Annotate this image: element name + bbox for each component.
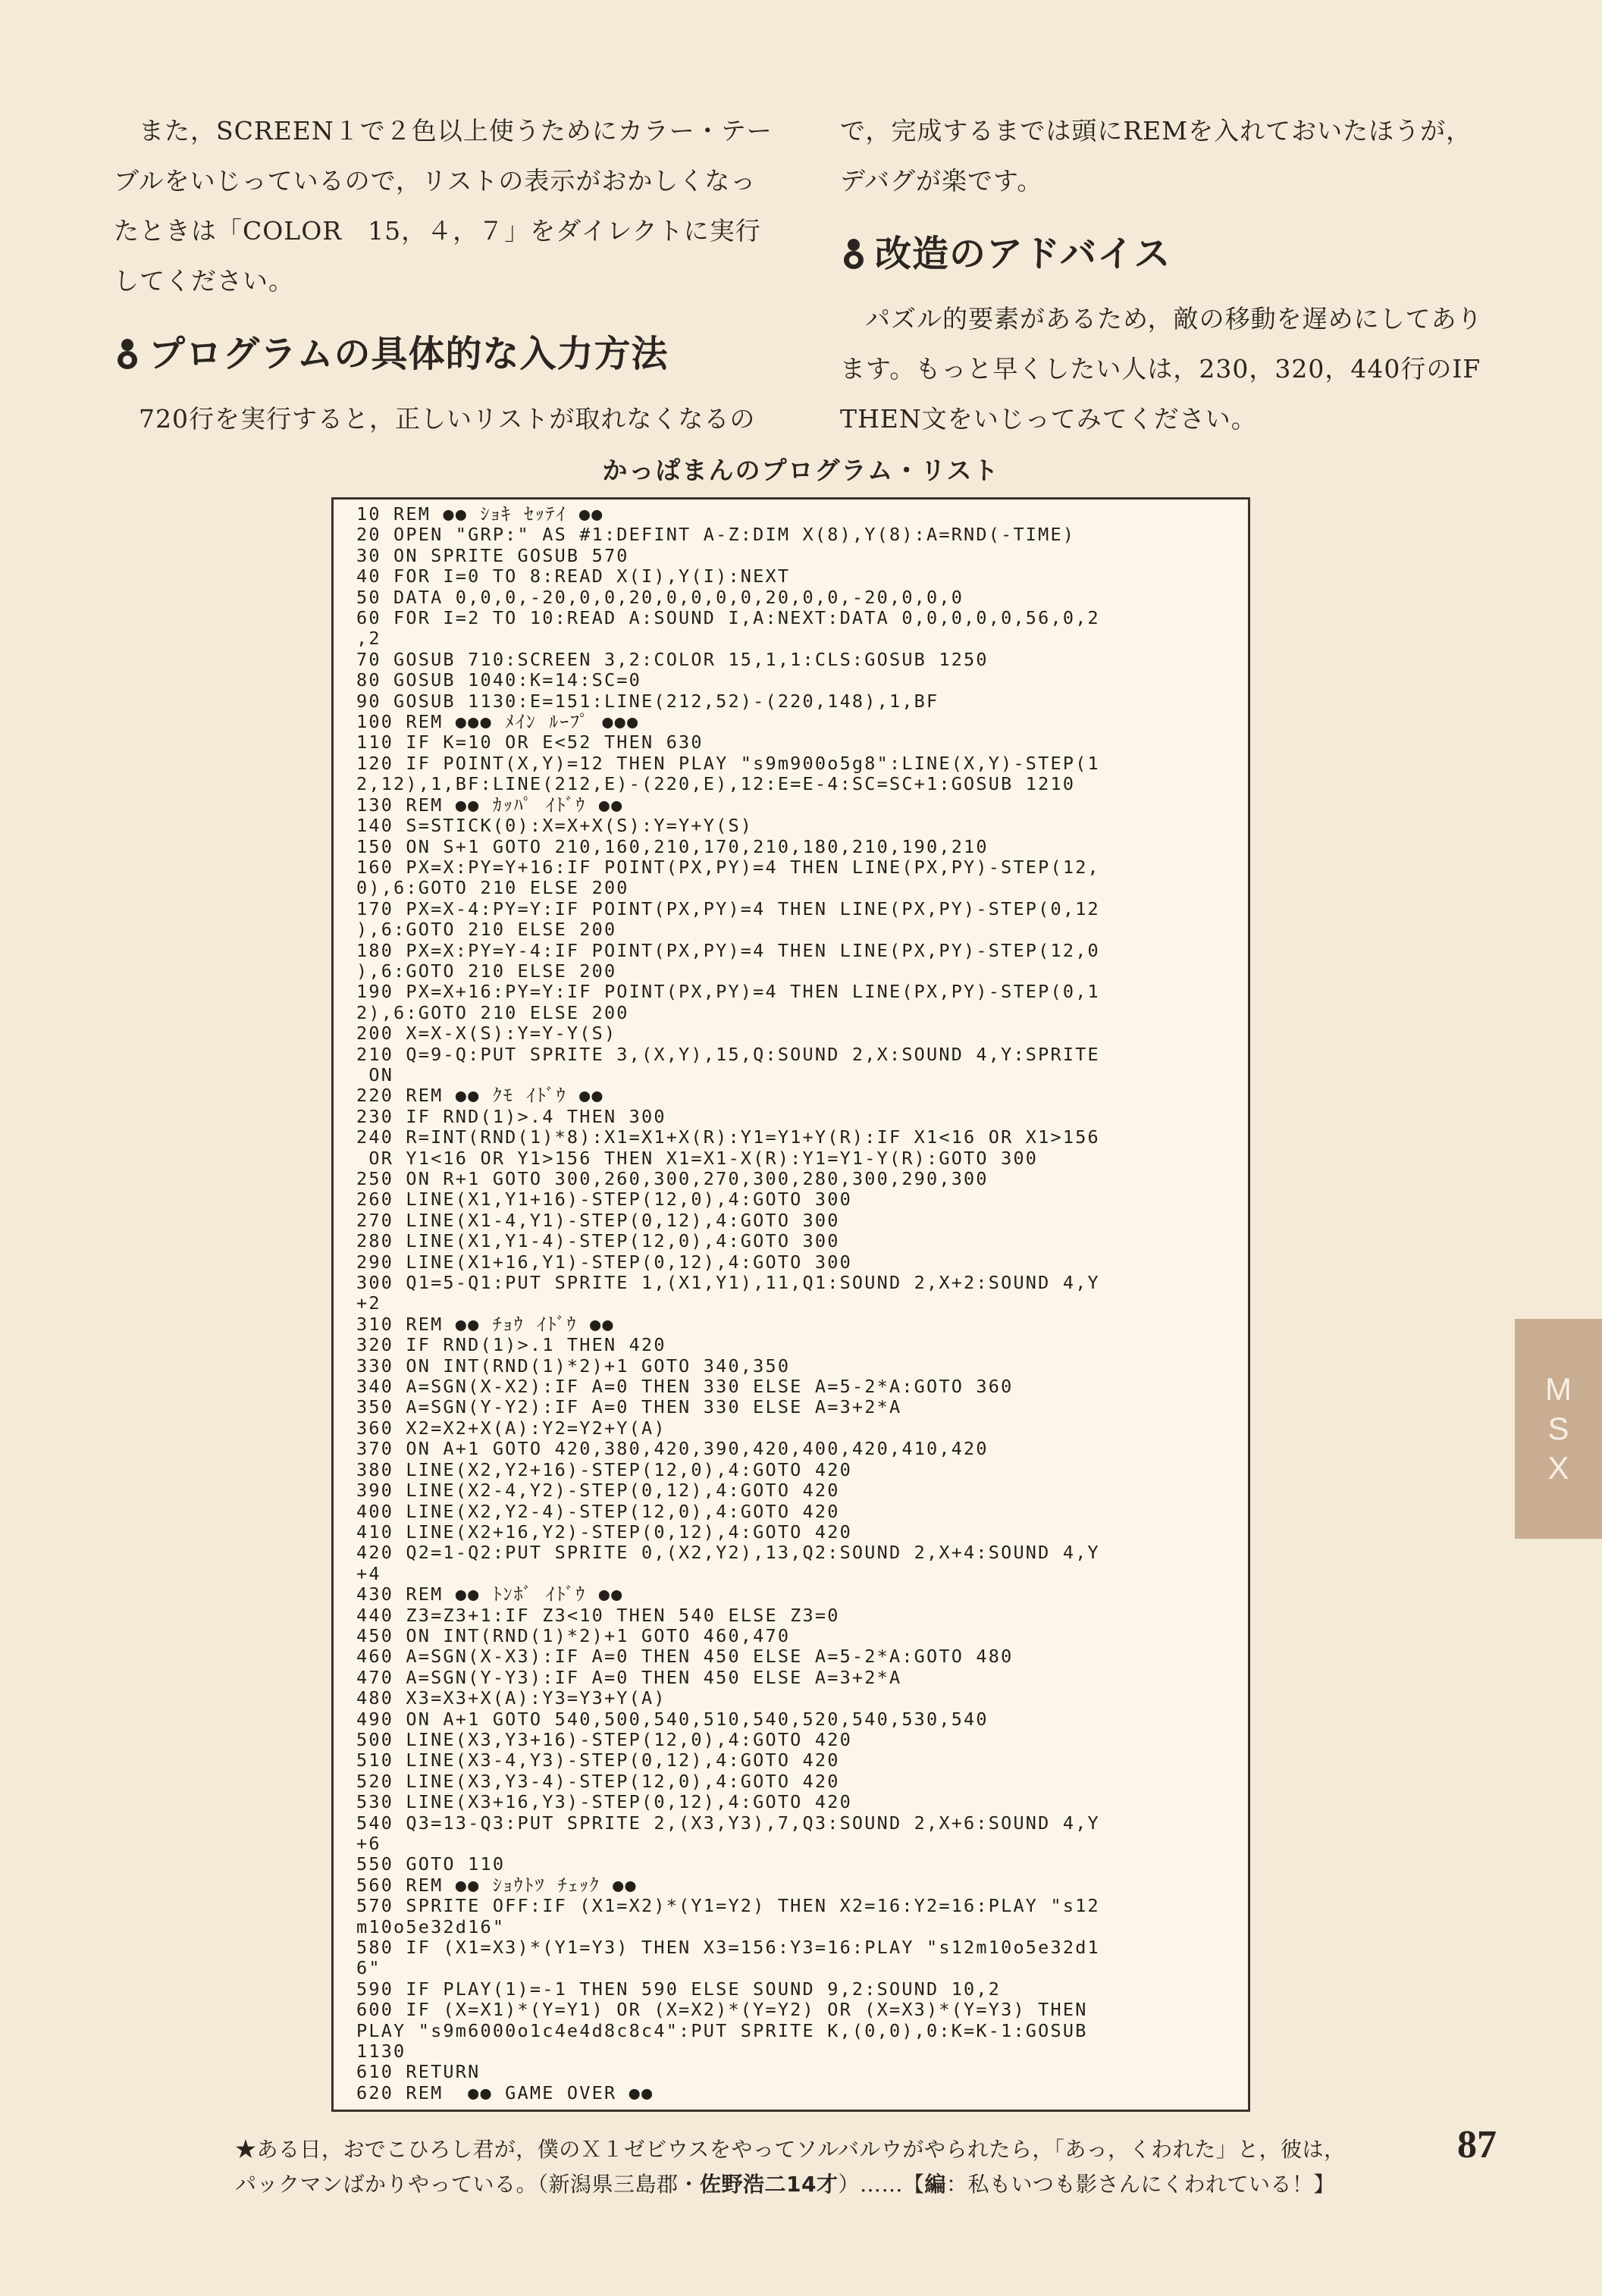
modification-advice-heading-text: 改造のアドバイス: [875, 233, 1171, 275]
side-tab-letter: S: [1547, 1411, 1569, 1446]
kappa-mark-icon: [840, 237, 867, 271]
listing-title: かっぱまんのプログラム・リスト: [602, 456, 1000, 485]
msx-side-tab: [1515, 1319, 1602, 1539]
right-paragraph-1: で，完成するまでは頭にREMを入れておいたほうが，デバグが楽です。: [840, 116, 1472, 196]
reader-note-footer: [235, 2132, 1387, 2202]
right-paragraph-2: パズル的要素があるため，敵の移動を遅めにしてあります。もっと早くしたい人は，230，320，440行のIF THEN文をいじってみてください。: [840, 304, 1507, 434]
footer-editor-label: 編: [924, 2172, 947, 2197]
side-tab-letter: M: [1545, 1371, 1572, 1407]
footer-editor-comment: ：私もいつも影さんにくわれている！】: [946, 2172, 1336, 2197]
left-column: [114, 106, 781, 444]
side-tab-letter: X: [1547, 1450, 1569, 1486]
footer-text: パックマンばかりやっている。（新潟県三島郡・: [235, 2172, 701, 2197]
input-method-heading: [114, 327, 781, 381]
footer-line-2: [235, 2167, 1387, 2202]
footer-line-1: ★ある日，おでこひろし君が，僕のＸ１ゼビウスをやってソルバルウがやられたら，「あっ，くわれた」と，彼は，: [235, 2137, 1346, 2162]
left-paragraph-1: また，SCREEN１で２色以上使うためにカラー・テーブルをいじっているので，リストの表示がおかしくなったときは「COLOR 15，４，７」をダイレクトに実行してください。: [114, 116, 773, 296]
right-column: [840, 106, 1507, 444]
page-number: 87: [1457, 2123, 1497, 2166]
left-paragraph-2: 720行を実行すると，正しいリストが取れなくなるの: [139, 404, 756, 434]
footer-author: 佐野浩二14才: [700, 2172, 839, 2197]
program-listing-box: [331, 497, 1250, 2112]
footer-mid: ）……【: [838, 2172, 925, 2197]
modification-advice-heading: [840, 227, 1492, 280]
kappa-mark-icon: [114, 337, 141, 371]
program-listing-code: 10 REM ●● ｼｮｷ ｾｯﾃｲ ●● 20 OPEN "GRP:" AS #1:DEFINT A-Z:DIM X(8),Y(8):A=RND(-TIME) 30 ON SPRITE GOSUB 570 40 FOR I=0 TO 8:READ X(I),Y(I):NEXT 50 DATA 0,0,0,-20,0,0,20,0,0,0,0,20,0,0,-20,0,0,0 60 FOR I=2 TO 10:READ A:SOUND I,A:NEXT:DATA 0,0,0,0,0,56,0,2 ,2 70 GOSUB 710:SCREEN 3,2:COLOR 15,1,1:CLS:GOSUB 1250 80 GOSUB 1040:K=14:SC=0 90 GOSUB 1130:E=151:LINE(212,52)-(220,148),1,BF 100 REM ●●● ﾒｲﾝ ﾙｰﾌﾟ ●●● 110 IF K=10 OR E<52 THEN 630 120 IF POINT(X,Y)=12 THEN PLAY "s9m900o5g8":LINE(X,Y)-STEP(1 2,12),1,BF:LINE(212,E)-(220,E),12:E=E-4:SC=SC+1:GOSUB 1210 130 REM ●● ｶｯﾊﾟ ｲﾄﾞｳ ●● 140 S=STICK(0):X=X+X(S):Y=Y+Y(S) 150 ON S+1 GOTO 210,160,210,170,210,180,210,190,210 160 PX=X:PY=Y+16:IF POINT(PX,PY)=4 THEN LINE(PX,PY)-STEP(12, 0),6:GOTO 210 ELSE 200 170 PX=X-4:PY=Y:IF POINT(PX,PY)=4 THEN LINE(PX,PY)-STEP(0,12 ),6:GOTO 210 ELSE 200 180 PX=X:PY=Y-4:IF POINT(PX,PY)=4 THEN LINE(PX,PY)-STEP(12,0 ),6:GOTO 210 ELSE 200 190 PX=X+16:PY=Y:IF POINT(PX,PY)=4 THEN LINE(PX,PY)-STEP(0,1 2),6:GOTO 210 ELSE 200 200 X=X-X(S):Y=Y-Y(S) 210 Q=9-Q:PUT SPRITE 3,(X,Y),15,Q:SOUND 2,X:SOUND 4,Y:SPRITE ON 220 REM ●● ｸﾓ ｲﾄﾞｳ ●● 230 IF RND(1)>.4 THEN 300 240 R=INT(RND(1)*8):X1=X1+X(R):Y1=Y1+Y(R):IF X1<16 OR X1>156 OR Y1<16 OR Y1>156 THEN X1=X1-X(R):Y1=Y1-Y(R):GOTO 300 250 ON R+1 GOTO 300,260,300,270,300,280,300,290,300 260 LINE(X1,Y1+16)-STEP(12,0),4:GOTO 300 270 LINE(X1-4,Y1)-STEP(0,12),4:GOTO 300 280 LINE(X1,Y1-4)-STEP(12,0),4:GOTO 300 290 LINE(X1+16,Y1)-STEP(0,12),4:GOTO 300 300 Q1=5-Q1:PUT SPRITE 1,(X1,Y1),11,Q1:SOUND 2,X+2:SOUND 4,Y +2 310 REM ●● ﾁｮｳ ｲﾄﾞｳ ●● 320 IF RND(1)>.1 THEN 420 330 ON INT(RND(1)*2)+1 GOTO 340,350 340 A=SGN(X-X2):IF A=0 THEN 330 ELSE A=5-2*A:GOTO 360 350 A=SGN(Y-Y2):IF A=0 THEN 330 ELSE A=3+2*A 360 X2=X2+X(A):Y2=Y2+Y(A) 370 ON A+1 GOTO 420,380,420,390,420,400,420,410,420 380 LINE(X2,Y2+16)-STEP(12,0),4:GOTO 420 390 LINE(X2-4,Y2)-STEP(0,12),4:GOTO 420 400 LINE(X2,Y2-4)-STEP(12,0),4:GOTO 420 410 LINE(X2+16,Y2)-STEP(0,12),4:GOTO 420 420 Q2=1-Q2:PUT SPRITE 0,(X2,Y2),13,Q2:SOUND 2,X+4:SOUND 4,Y +4 430 REM ●● ﾄﾝﾎﾞ ｲﾄﾞｳ ●● 440 Z3=Z3+1:IF Z3<10 THEN 540 ELSE Z3=0 450 ON INT(RND(1)*2)+1 GOTO 460,470 460 A=SGN(X-X3):IF A=0 THEN 450 ELSE A=5-2*A:GOTO 480 470 A=SGN(Y-Y3):IF A=0 THEN 450 ELSE A=3+2*A 480 X3=X3+X(A):Y3=Y3+Y(A) 490 ON A+1 GOTO 540,500,540,510,540,520,540,530,540 500 LINE(X3,Y3+16)-STEP(12,0),4:GOTO 420 510 LINE(X3-4,Y3)-STEP(0,12),4:GOTO 420 520 LINE(X3,Y3-4)-STEP(12,0),4:GOTO 420 530 LINE(X3+16,Y3)-STEP(0,12),4:GOTO 420 540 Q3=13-Q3:PUT SPRITE 2,(X3,Y3),7,Q3:SOUND 2,X+6:SOUND 4,Y +6 550 GOTO 110 560 REM ●● ｼｮｳﾄﾂ ﾁｪｯｸ ●● 570 SPRITE OFF:IF (X1=X2)*(Y1=Y2) THEN X2=16:Y2=16:PLAY "s12 m10o5e32d16" 580 IF (X1=X3)*(Y1=Y3) THEN X3=156:Y3=16:PLAY "s12m10o5e32d1 6" 590 IF PLAY(1)=-1 THEN 590 ELSE SOUND 9,2:SOUND 10,2 600 IF (X=X1)*(Y=Y1) OR (X=X2)*(Y=Y2) OR (X=X3)*(Y=Y3) THEN PLAY "s9m6000o1c4e4d8c8c4":PUT SPRITE K,(0,0),0:K=K-1:GOSUB 1130 610 RETURN 620 REM ●● GAME OVER ●●: [356, 503, 1100, 2103]
input-method-heading-text: プログラムの具体的な入力方法: [149, 333, 669, 375]
